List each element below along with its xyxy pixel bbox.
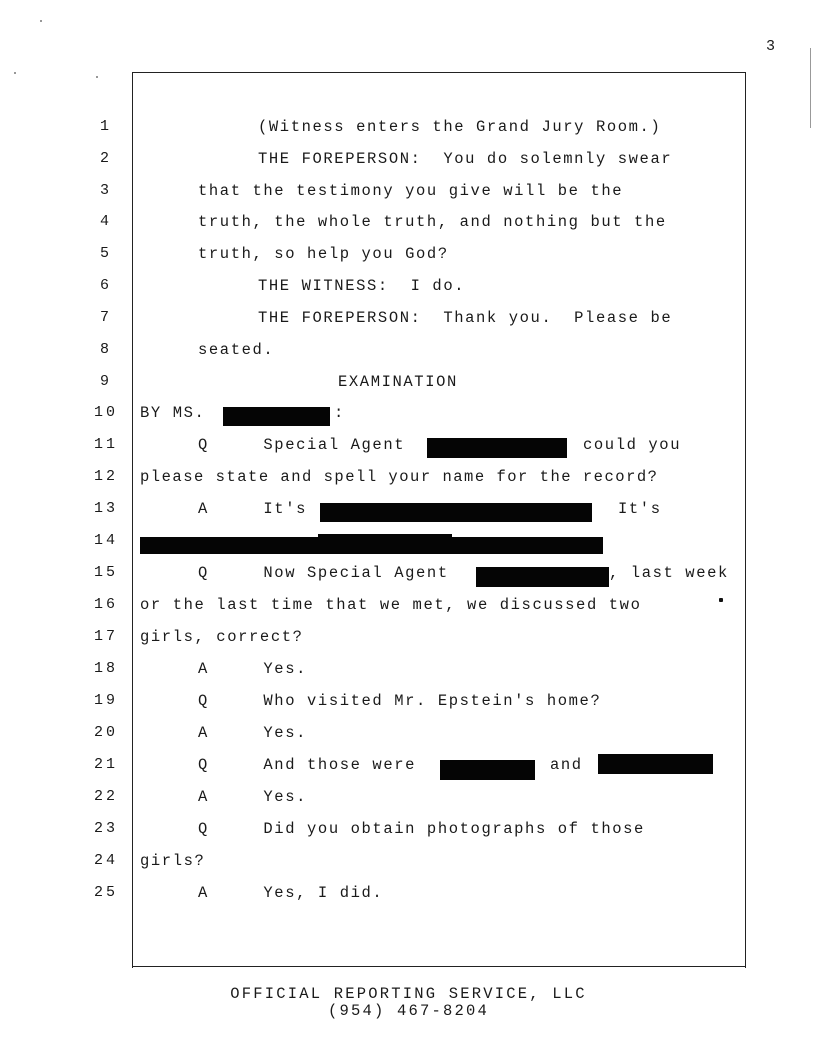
scan-speck	[14, 72, 16, 74]
scan-speck	[40, 20, 42, 22]
section-heading: EXAMINATION	[338, 373, 458, 391]
line-number: 17	[93, 628, 118, 645]
line-text: A Yes.	[198, 660, 308, 678]
line-text: Q Who visited Mr. Epstein's home?	[198, 692, 602, 710]
line-number: 8	[99, 341, 112, 358]
redaction-bar	[476, 567, 609, 587]
line-text: Q Now Special Agent	[198, 564, 449, 582]
line-text: that the testimony you give will be the	[198, 182, 624, 200]
line-text-after-redaction: :	[334, 404, 345, 422]
transcript-line	[0, 272, 817, 304]
footer-company: OFFICIAL REPORTING SERVICE, LLC	[230, 985, 587, 1003]
line-number: 2	[99, 150, 112, 167]
line-number: 20	[93, 724, 118, 741]
line-number: 13	[93, 500, 118, 517]
line-number: 19	[93, 692, 118, 709]
line-number: 11	[93, 436, 118, 453]
line-number: 9	[99, 373, 112, 390]
line-text: please state and spell your name for the record?	[140, 468, 659, 486]
transcript-line	[0, 145, 817, 177]
line-text: A Yes.	[198, 724, 308, 742]
transcript-line	[0, 240, 817, 272]
line-text: Q Special Agent	[198, 436, 406, 454]
line-number: 21	[93, 756, 118, 773]
line-text: A It's	[198, 500, 308, 518]
line-number: 16	[93, 596, 118, 613]
line-text: Q Did you obtain photographs of those	[198, 820, 645, 838]
line-text: (Witness enters the Grand Jury Room.)	[258, 118, 662, 136]
line-number: 15	[93, 564, 118, 581]
transcript-line	[0, 208, 817, 240]
transcript-line	[0, 527, 817, 559]
line-number: 18	[93, 660, 118, 677]
transcript-line	[0, 463, 817, 495]
line-text: truth, the whole truth, and nothing but the	[198, 213, 667, 231]
line-text-after-redaction: and	[550, 756, 583, 774]
transcript-line	[0, 177, 817, 209]
transcript-line	[0, 495, 817, 527]
transcript-line	[0, 879, 817, 911]
line-text: truth, so help you God?	[198, 245, 449, 263]
line-number: 12	[93, 468, 118, 485]
line-number: 10	[93, 404, 118, 421]
redaction-bar	[140, 537, 603, 554]
line-text-after-redaction: could you	[583, 436, 682, 454]
line-number: 25	[93, 884, 118, 901]
line-text: BY MS.	[140, 404, 206, 422]
line-text-after-redaction: , last week	[609, 564, 729, 582]
line-text: seated.	[198, 341, 275, 359]
transcript-line	[0, 368, 817, 400]
redaction-bar	[320, 503, 592, 522]
transcript-line	[0, 687, 817, 719]
line-number: 4	[99, 213, 112, 230]
scan-speck	[96, 76, 98, 78]
line-number: 3	[99, 182, 112, 199]
footer-phone: (954) 467-8204	[327, 1002, 490, 1020]
transcript-line	[0, 623, 817, 655]
transcript-line	[0, 336, 817, 368]
line-text: THE FOREPERSON: Thank you. Please be	[258, 309, 673, 327]
line-number: 1	[99, 118, 112, 135]
line-number: 6	[99, 277, 112, 294]
transcript-line	[0, 113, 817, 145]
redaction-bar	[598, 754, 713, 774]
transcript-line	[0, 719, 817, 751]
line-text: A Yes.	[198, 788, 308, 806]
line-number: 5	[99, 245, 112, 262]
line-number: 23	[93, 820, 118, 837]
frame-bottom-border	[132, 966, 746, 967]
line-text: THE WITNESS: I do.	[258, 277, 466, 295]
line-text: or the last time that we met, we discussed two	[140, 596, 642, 614]
line-text: Q And those were	[198, 756, 417, 774]
redaction-bar	[318, 534, 452, 538]
transcript-line	[0, 431, 817, 463]
line-text: girls?	[140, 852, 206, 870]
line-number: 7	[99, 309, 112, 326]
transcript-line	[0, 304, 817, 336]
transcript-line	[0, 591, 817, 623]
line-text: A Yes, I did.	[198, 884, 384, 902]
transcript-line	[0, 783, 817, 815]
line-text-after-redaction: It's	[618, 500, 662, 518]
transcript-line	[0, 815, 817, 847]
redaction-bar	[440, 760, 535, 780]
line-text: THE FOREPERSON: You do solemnly swear	[258, 150, 673, 168]
line-number: 14	[93, 532, 118, 549]
transcript-line	[0, 751, 817, 783]
line-text: girls, correct?	[140, 628, 304, 646]
redaction-bar	[427, 438, 567, 458]
transcript-line	[0, 399, 817, 431]
frame-top-border	[132, 72, 746, 73]
line-number: 22	[93, 788, 118, 805]
transcript-line	[0, 847, 817, 879]
line-number: 24	[93, 852, 118, 869]
page-number: 3	[766, 38, 776, 55]
transcript-line	[0, 559, 817, 591]
redaction-bar	[223, 407, 330, 426]
transcript-line	[0, 655, 817, 687]
